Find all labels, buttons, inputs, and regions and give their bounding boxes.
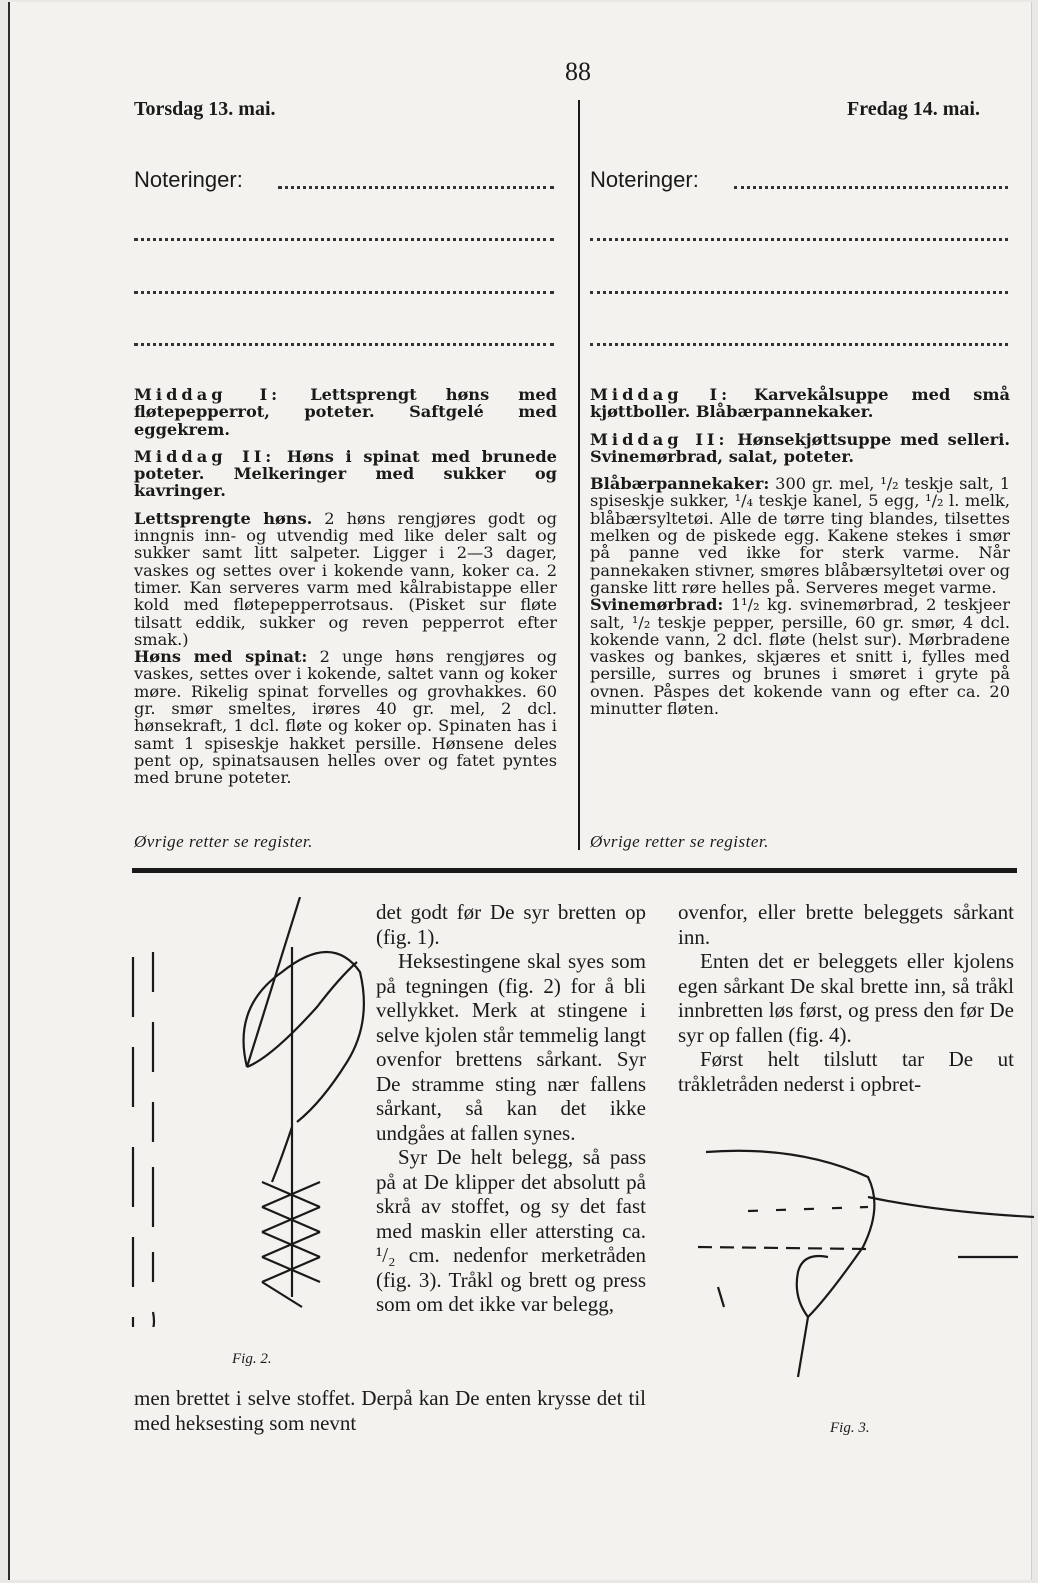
- left-notes-line-4[interactable]: [134, 343, 554, 346]
- right-menu-2: Middag II: Hønsekjøttsuppe med selleri. Svinemørbrad, salat, poteter.: [590, 429, 1010, 466]
- fig3-label: Fig. 3.: [830, 1420, 870, 1436]
- sewing-paragraph: det godt før De syr bretten op (fig. 1).: [376, 900, 646, 949]
- right-register-note: Øvrige retter se register.: [590, 832, 769, 851]
- right-notes-line-2[interactable]: [590, 238, 1008, 241]
- right-recipe-1: Blåbærpannekaker: 300 gr. mel, ¹/₂ teskje salt, 1 spiseskje sukker, ¹/₄ teskje kanel, 5 egg, ¹/₂ l. melk, blåbærsyltetøi. Alle de tørre ting blandes, tilsettes melken og de piskede egg. Kakene stekes i smør på panne ved ikke for sterk varme. Når pannekaken stivner, smøres blåbærsyltetøi over og ganske litt røre helles på. Serveres meget varme.: [590, 474, 1010, 597]
- fig3-facing-drawing: [688, 1137, 1034, 1417]
- sewing-text-bottom: men brettet i selve stoffet. Derpå kan De enten krysse det til med heksesting som nevnt: [134, 1386, 646, 1435]
- sewing-paragraph: Først helt tilslutt tar De ut tråkletråden nederst i opbret-: [678, 1047, 1014, 1096]
- right-recipe-column: [590, 386, 1010, 717]
- sewing-paragraph: ovenfor, eller brette beleggets sårkant inn.: [678, 900, 1014, 949]
- left-recipe-2: Høns med spinat: 2 unge høns rengjøres og vaskes, settes over i kokende, saltet vann og koker møre. Rikelig spinat forvelles og grovhakkes. 60 gr. smør smeltes, irøres 40 gr. mel, 2 dcl. hønsekraft, 1 dcl. fløte og koker op. Spinaten has i samt 1 spiseskje hakket persille. Hønsene deles pent op, spinatsausen helles over og fatet pyntes med brune poteter.: [134, 647, 557, 788]
- document-page: [8, 2, 1032, 1580]
- left-register-note: Øvrige retter se register.: [134, 832, 313, 851]
- right-notes-line-4[interactable]: [590, 343, 1008, 346]
- right-day-heading: Fredag 14. mai.: [847, 98, 980, 120]
- page-number: 88: [565, 57, 591, 86]
- left-menu-1: Middag I: Lettsprengt høns med fløtepepperrot, poteter. Saftgelé med eggekrem.: [134, 385, 558, 439]
- left-notes-line-3[interactable]: [134, 291, 554, 294]
- right-menu-1: Middag I: Karvekålsuppe med små kjøttboller. Blåbærpannekaker.: [590, 385, 1010, 422]
- fig2-label: Fig. 2.: [232, 1351, 272, 1367]
- left-notes-line-1[interactable]: [278, 186, 554, 189]
- left-recipe-column: [134, 386, 557, 787]
- fig2-stitch-drawing: [122, 897, 382, 1327]
- left-day-heading: Torsdag 13. mai.: [134, 98, 276, 120]
- column-divider: [578, 100, 580, 850]
- left-notes-line-2[interactable]: [134, 238, 554, 241]
- left-menu-2: Middag II: Høns i spinat med brunede poteter. Melkeringer med sukker og kavringer.: [134, 446, 557, 501]
- right-notes-label: Noteringer:: [590, 167, 699, 192]
- sewing-text-right: [678, 900, 1014, 1096]
- left-notes-label: Noteringer:: [134, 167, 243, 192]
- right-notes-line-1[interactable]: [734, 186, 1008, 189]
- section-rule: [132, 868, 1017, 873]
- sewing-paragraph: Syr De helt belegg, så pass på at De klipper det absolutt på skrå av stoffet, og sy det fast med maskin eller attersting ca. ¹/₂ cm. nedenfor merketråden (fig. 3). Tråkl og brett og press som om det ikke var belegg,: [376, 1145, 646, 1316]
- sewing-text-middle: [376, 900, 646, 1317]
- right-recipe-2: Svinemørbrad: 1¹/₂ kg. svinemørbrad, 2 teskjeer salt, ¹/₂ teskje pepper, persille, 60 gr. smør, 4 dcl. kokende vann, 2 dcl. fløte (helst sur). Mørbradene vaskes og bankes, skjæres et snitt i, fylles med persille, surres og brunes i smøret i gryte på ovnen. Påspes det kokende vann og efter ca. 20 minutter fløten.: [590, 595, 1010, 719]
- sewing-paragraph: Enten det er beleggets eller kjolens egen sårkant De skal brette inn, så tråkl innbretten løs først, og press den før De syr op fallen (fig. 4).: [678, 949, 1014, 1047]
- sewing-paragraph: Heksestingene skal syes som på tegningen (fig. 2) for å bli vellykket. Merk at stingene i selve kjolen står temmelig langt ovenfor brettens sårkant. Syr De stramme sting nær fallens sårkant, så kan det ikke undgåes at fallen synes.: [376, 949, 646, 1145]
- right-notes-line-3[interactable]: [590, 291, 1008, 294]
- left-recipe-1: Lettsprengte høns. 2 høns rengjøres godt og inngnis inn- og utvendig med like deler salt og sukker samt litt salpeter. Ligger i 2—3 dager, vaskes og settes over i kokende vann, koker ca. 2 timer. Kan serveres varm med kålrabistappe eller kold med fløtepepperrotsaus. (Pisket sur fløte tilsatt eddik, sukker og reven pepperrot efter smak.): [134, 508, 557, 649]
